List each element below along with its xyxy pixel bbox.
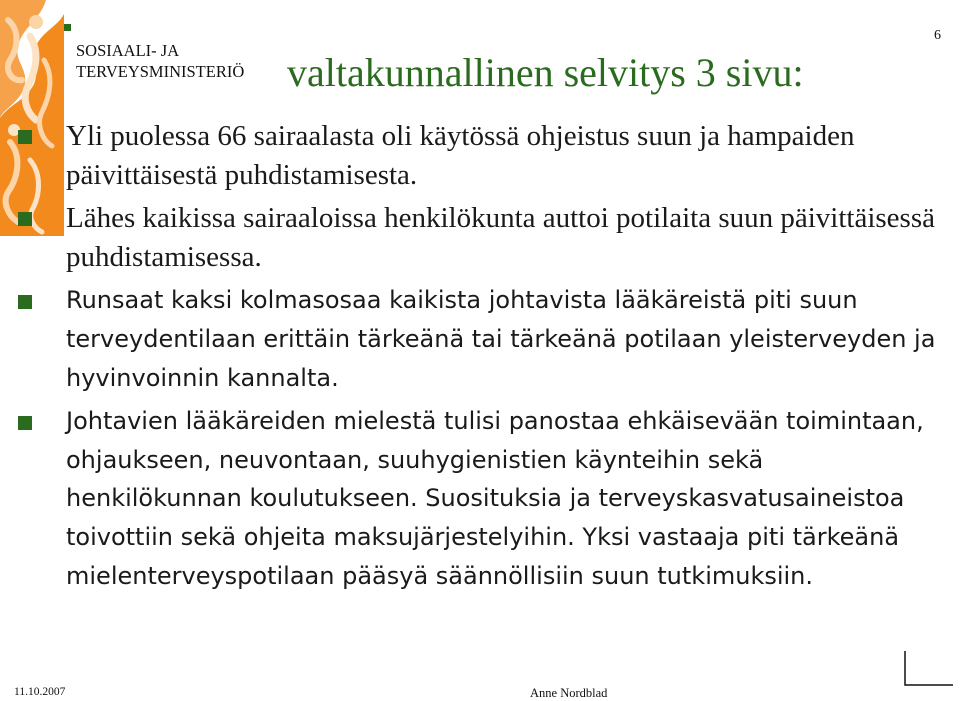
slide-title: valtakunnallinen selvitys 3 sivu: — [287, 50, 804, 95]
bullet-text: Yli puolessa 66 sairaalasta oli käytössä ohjeistus suun ja hampaiden päivittäisestä puhdistamisesta. — [66, 120, 855, 191]
corner-bracket-icon — [903, 649, 955, 689]
organization-name — [76, 40, 244, 82]
bullet-item — [0, 117, 960, 194]
bullet-list — [0, 117, 960, 600]
organization-line-2: TERVEYSMINISTERIÖ — [76, 62, 245, 81]
title-bullet-icon — [64, 24, 71, 31]
page-number: 6 — [934, 28, 941, 43]
bullet-item — [0, 402, 960, 595]
bullet-text: Johtavien lääkäreiden mielestä tulisi panostaa ehkäisevään toimintaan, ohjaukseen, neuvontaan, suuhygienistien käynteihin sekä henkilökunnan koulutukseen. Suosituksia ja terveyskasvatusaineistoa toivottiin sekä ohjeita maksujärjestelyihin. Yksi vastaaja piti tärkeänä mielenterveyspotilaan pääsyä säännöllisiin suun tutkimuksiin. — [66, 407, 924, 590]
bullet-item — [0, 281, 960, 397]
bullet-text: Runsaat kaksi kolmasosaa kaikista johtavista lääkäreistä piti suun terveydentilaan erittäin tärkeänä tai tärkeänä potilaan yleisterveyden ja hyvinvoinnin kannalta. — [66, 286, 936, 392]
square-bullet-icon — [18, 212, 32, 226]
square-bullet-icon — [18, 295, 32, 309]
footer-author: Anne Nordblad — [530, 686, 608, 700]
bullet-item — [0, 199, 960, 276]
bullet-text: Lähes kaikissa sairaaloissa henkilökunta auttoi potilaita suun päivittäisessä puhdistamisessa. — [66, 202, 935, 273]
square-bullet-icon — [18, 130, 32, 144]
footer-date: 11.10.2007 — [14, 686, 66, 698]
square-bullet-icon — [18, 416, 32, 430]
organization-line-1: SOSIAALI- JA — [76, 41, 180, 60]
